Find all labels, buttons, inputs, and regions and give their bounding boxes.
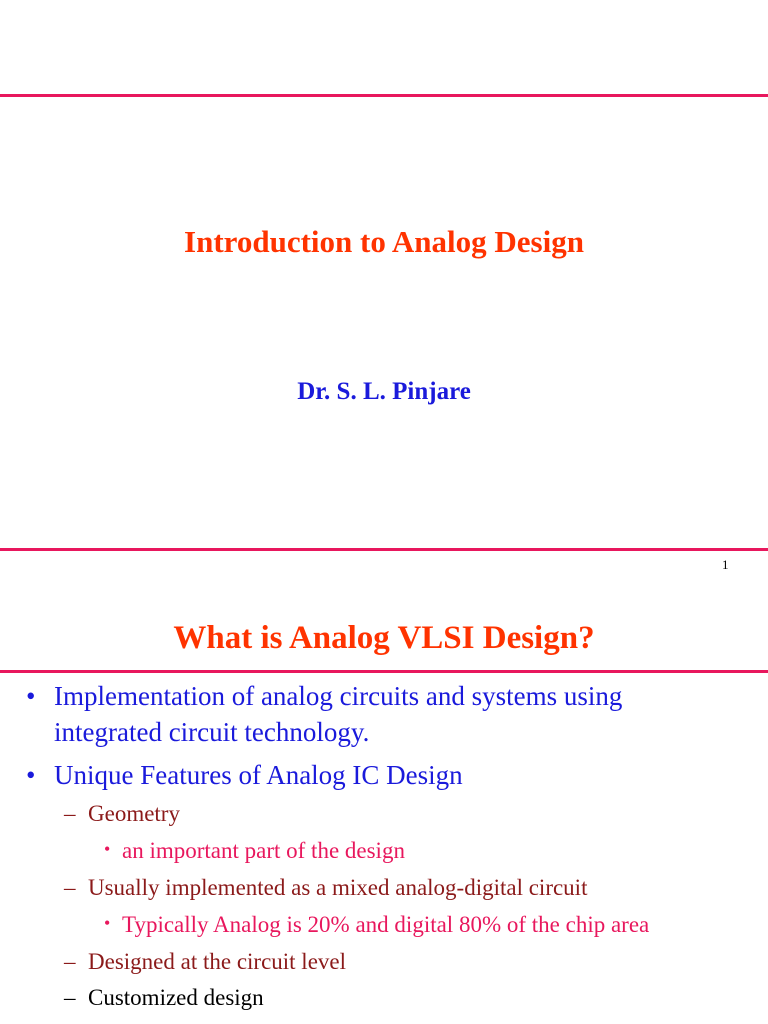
sub-item-customized-design	[64, 984, 724, 1012]
bullet-text-line-1: Implementation of analog circuits and systems using	[54, 681, 623, 711]
page-number: 1	[722, 557, 729, 572]
top-rule	[0, 94, 768, 97]
sub-sub-item-important-part	[104, 837, 724, 865]
sub-item-text: Usually implemented as a mixed analog-digital circuit	[88, 875, 588, 900]
author-name: Dr. S. L. Pinjare	[297, 378, 471, 405]
slide-2-title: What is Analog VLSI Design?	[173, 620, 595, 656]
sub-sub-item-text: Typically Analog is 20% and digital 80% of the chip area	[122, 912, 650, 937]
bullet-text	[54, 678, 734, 750]
sub-sub-item-text: an important part of the design	[122, 838, 405, 863]
bottom-rule	[0, 548, 768, 551]
sub-item-geometry	[64, 800, 724, 828]
sub-item-circuit-level	[64, 948, 724, 976]
bullet-text-line-2: integrated circuit technology.	[54, 717, 370, 747]
sub-item-text: Designed at the circuit level	[88, 949, 347, 974]
bullet-marker: •	[104, 913, 111, 933]
dash-marker: –	[64, 875, 76, 900]
dash-marker: –	[64, 985, 76, 1010]
bullet-marker: •	[26, 681, 36, 711]
dash-marker: –	[64, 801, 76, 826]
sub-item-text: Geometry	[88, 801, 180, 826]
slide-title: Introduction to Analog Design	[184, 224, 584, 259]
bullet-marker: •	[26, 760, 36, 790]
sub-item-mixed-circuit	[64, 874, 724, 902]
bullet-marker: •	[104, 839, 111, 859]
bullet-item-unique-features	[26, 757, 746, 793]
bullet-text: Unique Features of Analog IC Design	[54, 760, 463, 790]
sub-sub-item-chip-area	[104, 911, 724, 939]
sub-item-text: Customized design	[88, 985, 264, 1010]
title-underline-rule	[0, 670, 768, 673]
dash-marker: –	[64, 949, 76, 974]
bullet-item-implementation	[26, 678, 746, 750]
